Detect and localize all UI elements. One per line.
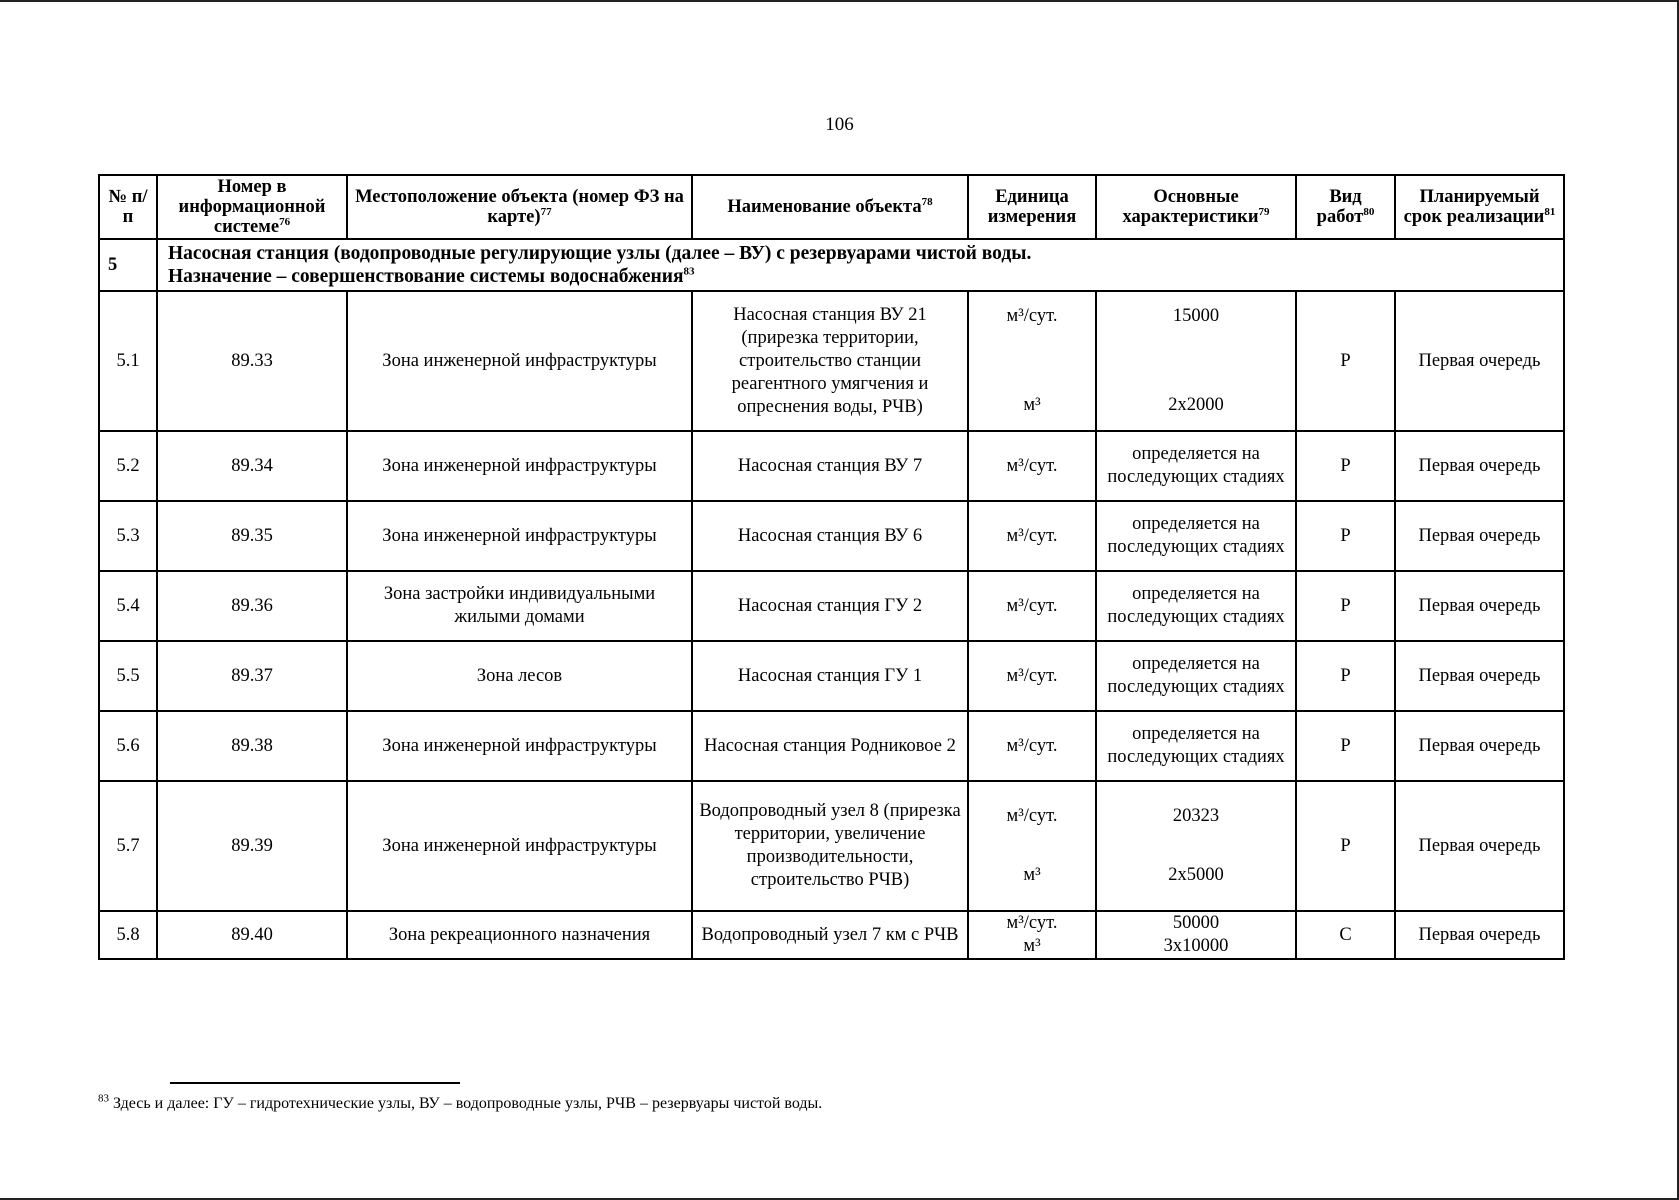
row-object-name: Насосная станция Родниковое 2 xyxy=(692,711,968,781)
header-row xyxy=(99,175,1564,239)
objects-table xyxy=(98,174,1565,960)
row-characteristics: определяется на последующих стадиях xyxy=(1096,711,1296,781)
row-work-type: Р xyxy=(1296,781,1395,911)
row-object-name: Насосная станция ВУ 6 xyxy=(692,501,968,571)
footnote-text: Здесь и далее: ГУ – гидротехнические узлы, ВУ – водопроводные узлы, РЧВ – резервуары чистой воды. xyxy=(109,1095,823,1112)
row-planned-term: Первая очередь xyxy=(1395,431,1564,501)
row-planned-term: Первая очередь xyxy=(1395,571,1564,641)
row-number: 5.6 xyxy=(99,711,157,781)
char-primary: 20323 xyxy=(1172,806,1220,826)
unit-primary: м³/сут. xyxy=(1006,306,1058,326)
unit-primary: м³/сут. xyxy=(1006,806,1058,826)
header-info-system-number: Номер в информационной системе$^{76}$ xyxy=(157,175,347,239)
char-secondary: 2х5000 xyxy=(1168,865,1224,885)
table-row xyxy=(99,641,1564,711)
row-work-type: С xyxy=(1296,911,1395,959)
section-row xyxy=(99,239,1564,291)
row-number: 5.3 xyxy=(99,501,157,571)
row-object-name: Насосная станция ВУ 7 xyxy=(692,431,968,501)
char-primary: 15000 xyxy=(1172,306,1220,326)
row-work-type: Р xyxy=(1296,571,1395,641)
char-secondary: 2х2000 xyxy=(1168,395,1224,415)
row-planned-term: Первая очередь xyxy=(1395,641,1564,711)
row-location: Зона инженерной инфраструктуры xyxy=(347,431,692,501)
header-object-name: Наименование объекта$^{78}$ xyxy=(692,175,968,239)
table-row xyxy=(99,501,1564,571)
row-characteristics xyxy=(1096,781,1296,911)
row-characteristics: определяется на последующих стадиях xyxy=(1096,571,1296,641)
row-work-type: Р xyxy=(1296,711,1395,781)
row-planned-term: Первая очередь xyxy=(1395,501,1564,571)
header-characteristics: Основные характеристики$^{79}$ xyxy=(1096,175,1296,239)
table-row xyxy=(99,711,1564,781)
row-info-id: 89.39 xyxy=(157,781,347,911)
row-unit: м³/сут. xyxy=(968,641,1096,711)
footnote-rule xyxy=(170,1082,460,1084)
row-unit: м³/сут. xyxy=(968,501,1096,571)
row-work-type: Р xyxy=(1296,431,1395,501)
row-number: 5.5 xyxy=(99,641,157,711)
row-unit: м³/сут. xyxy=(968,431,1096,501)
row-info-id: 89.33 xyxy=(157,291,347,431)
row-work-type: Р xyxy=(1296,291,1395,431)
header-num: № п/п xyxy=(99,175,157,239)
row-info-id: 89.37 xyxy=(157,641,347,711)
row-location: Зона лесов xyxy=(347,641,692,711)
section-title xyxy=(157,239,1564,291)
row-info-id: 89.34 xyxy=(157,431,347,501)
footnote-marker: 83 xyxy=(98,1092,109,1105)
row-object-name: Насосная станция ВУ 21 (прирезка территории, строительство станции реагентного умягчения и опреснения воды, РЧВ) xyxy=(692,291,968,431)
row-unit xyxy=(968,911,1096,959)
row-number: 5.2 xyxy=(99,431,157,501)
table-row xyxy=(99,291,1564,431)
row-unit: м³/сут. xyxy=(968,711,1096,781)
row-info-id: 89.40 xyxy=(157,911,347,959)
header-work-type: Вид работ$^{80}$ xyxy=(1296,175,1395,239)
row-characteristics: определяется на последующих стадиях xyxy=(1096,641,1296,711)
table-row xyxy=(99,911,1564,959)
row-work-type: Р xyxy=(1296,501,1395,571)
header-planned-term: Планируемый срок реализации$^{81}$ xyxy=(1395,175,1564,239)
row-info-id: 89.38 xyxy=(157,711,347,781)
row-location: Зона инженерной инфраструктуры xyxy=(347,781,692,911)
row-location: Зона инженерной инфраструктуры xyxy=(347,711,692,781)
row-location: Зона рекреационного назначения xyxy=(347,911,692,959)
row-work-type: Р xyxy=(1296,641,1395,711)
row-unit: м³/сут. xyxy=(968,571,1096,641)
char-primary: 50000 xyxy=(1172,913,1220,933)
row-characteristics xyxy=(1096,911,1296,959)
row-unit xyxy=(968,781,1096,911)
row-planned-term: Первая очередь xyxy=(1395,291,1564,431)
unit-secondary: м³ xyxy=(1023,865,1041,885)
section-number: 5 xyxy=(99,239,157,291)
page-number: 106 xyxy=(825,114,854,135)
row-object-name: Насосная станция ГУ 1 xyxy=(692,641,968,711)
row-number: 5.1 xyxy=(99,291,157,431)
header-location: Местоположение объекта (номер ФЗ на карте)$^{77}$ xyxy=(347,175,692,239)
row-planned-term: Первая очередь xyxy=(1395,781,1564,911)
unit-secondary: м³ xyxy=(1023,936,1041,956)
row-object-name: Водопроводный узел 7 км с РЧВ xyxy=(692,911,968,959)
row-characteristics xyxy=(1096,291,1296,431)
char-secondary: 3х10000 xyxy=(1163,936,1229,956)
table-row xyxy=(99,431,1564,501)
unit-secondary: м³ xyxy=(1023,395,1041,415)
row-location: Зона застройки индивидуальными жилыми домами xyxy=(347,571,692,641)
row-number: 5.4 xyxy=(99,571,157,641)
row-characteristics: определяется на последующих стадиях xyxy=(1096,431,1296,501)
row-location: Зона инженерной инфраструктуры xyxy=(347,291,692,431)
row-planned-term: Первая очередь xyxy=(1395,711,1564,781)
table-row xyxy=(99,571,1564,641)
header-unit: Единица измерения xyxy=(968,175,1096,239)
row-number: 5.8 xyxy=(99,911,157,959)
row-planned-term: Первая очередь xyxy=(1395,911,1564,959)
row-object-name: Насосная станция ГУ 2 xyxy=(692,571,968,641)
section-title-line-2: Назначение – совершенствование системы водоснабжения$^{83}$ xyxy=(168,265,695,287)
section-title-line-1: Насосная станция (водопроводные регулирующие узлы (далее – ВУ) с резервуарами чистой воды. xyxy=(168,243,1032,264)
table-row xyxy=(99,781,1564,911)
row-info-id: 89.36 xyxy=(157,571,347,641)
row-unit xyxy=(968,291,1096,431)
row-location: Зона инженерной инфраструктуры xyxy=(347,501,692,571)
row-number: 5.7 xyxy=(99,781,157,911)
row-object-name: Водопроводный узел 8 (прирезка территории, увеличение производительности, строительство РЧВ) xyxy=(692,781,968,911)
row-info-id: 89.35 xyxy=(157,501,347,571)
page-edge-top xyxy=(0,0,1679,2)
footnote xyxy=(98,1092,823,1113)
row-characteristics: определяется на последующих стадиях xyxy=(1096,501,1296,571)
unit-primary: м³/сут. xyxy=(1006,913,1058,933)
